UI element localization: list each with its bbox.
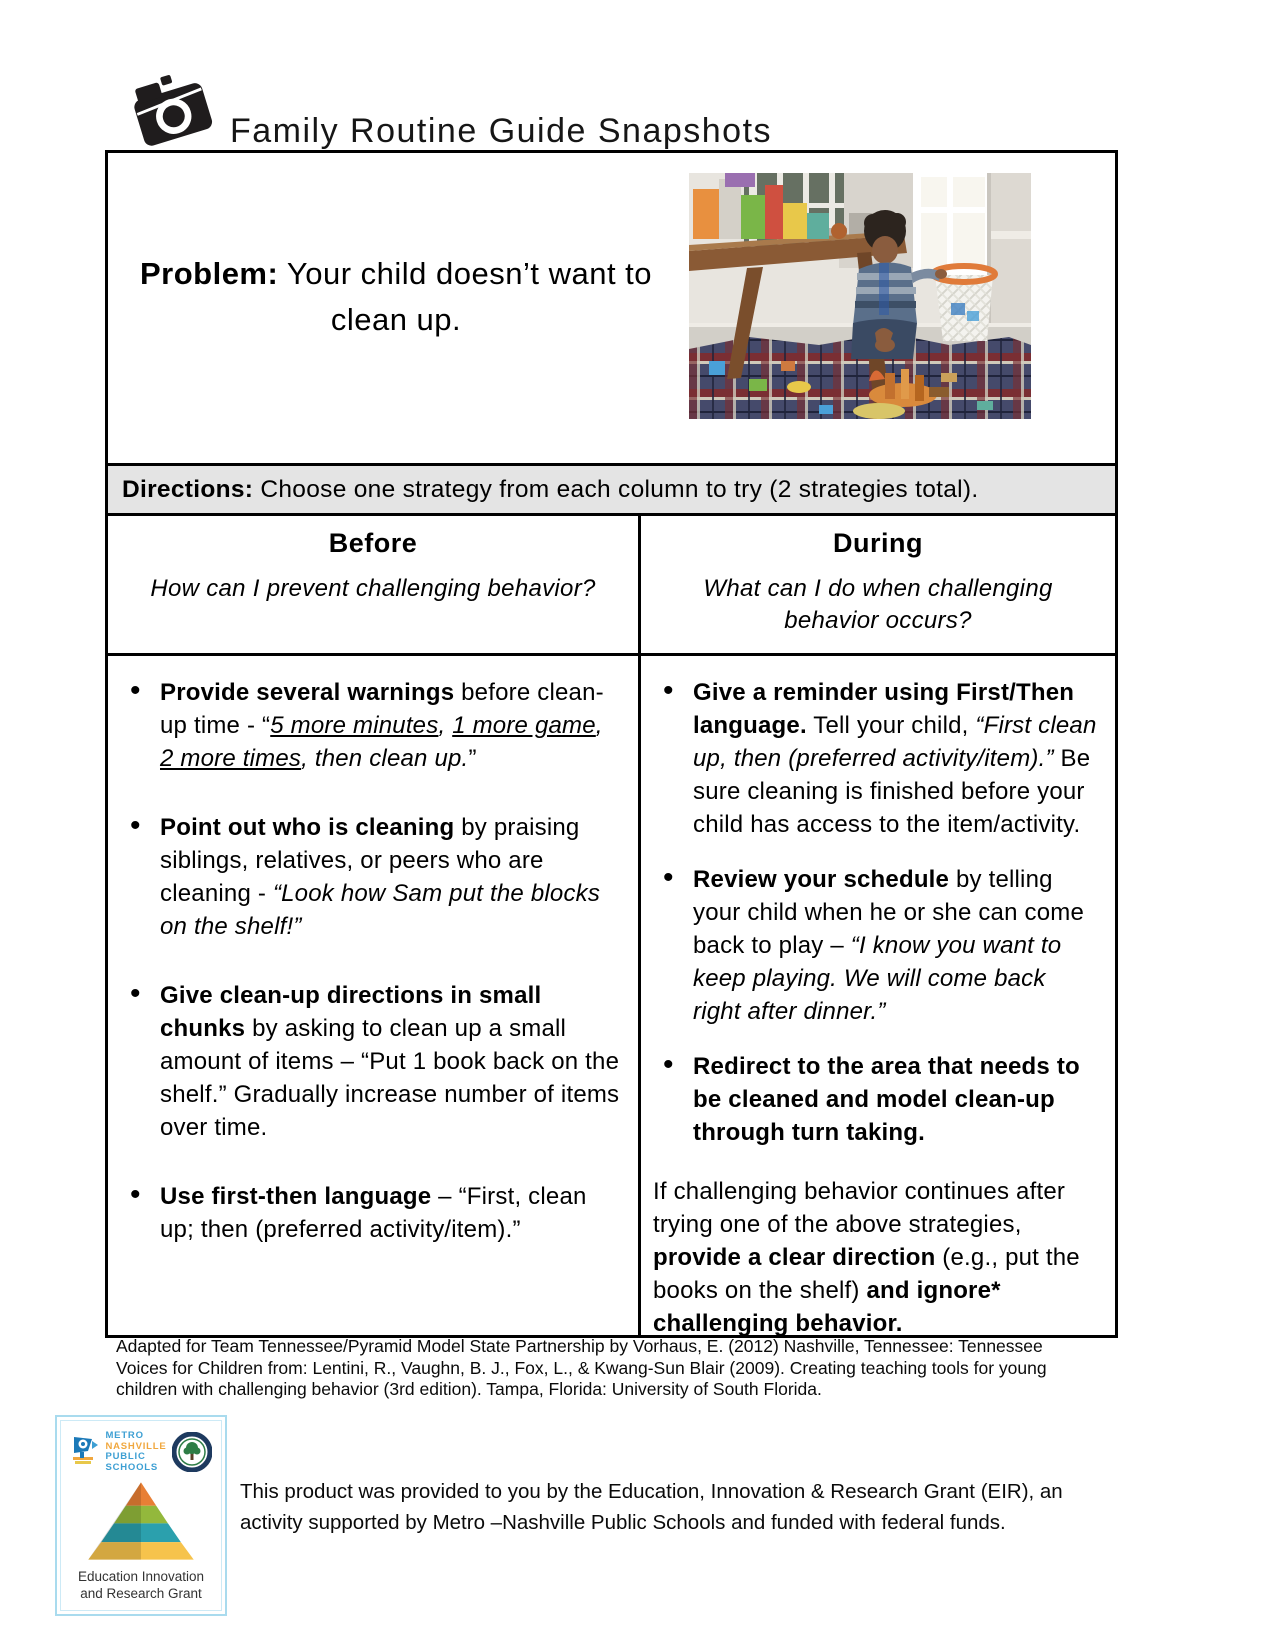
text-segment: Give a reminder using First/Then language.	[693, 679, 1075, 739]
strategy-bullet	[651, 863, 1099, 1028]
text-segment: by praising siblings, relatives, or peers who are cleaning -	[160, 814, 580, 907]
text-segment: Give clean-up directions in small chunks	[160, 982, 542, 1042]
text-segment: ,	[438, 712, 453, 739]
eir-logo-box	[55, 1415, 227, 1616]
photo-child-cleaning-up	[689, 173, 1031, 419]
snapshot-table	[105, 150, 1118, 1338]
column-headers-row	[108, 513, 1115, 653]
citation-text: Adapted for Team Tennessee/Pyramid Model State Partnership by Vorhaus, E. (2012) Nashville, Tennessee: Tennessee Voices for Children from: Lentini, R., Vaughn, B. J., Fox, L., & Kwang-Sun Blair (2009). Creating teaching tools for young children with challenging behavior (3rd edition). Tampa, Florida: University of South Florida.	[116, 1336, 1047, 1399]
text-segment: and ignore* challenging behavior.	[653, 1277, 1001, 1335]
text-segment: Choose one strategy from each column to try (2 strategies total).	[253, 475, 979, 503]
during-strategies-cell	[638, 656, 1115, 1335]
mnps-line-metro: METRO	[105, 1430, 144, 1441]
during-bullet-list	[651, 676, 1099, 1149]
camera-icon	[128, 68, 216, 152]
mnps-line-schools: SCHOOLS	[105, 1461, 159, 1473]
district-logos	[70, 1431, 211, 1473]
text-segment: provide a clear direction	[653, 1244, 936, 1271]
text-segment: before clean-up time - “	[160, 679, 604, 739]
mnps-line-nashville: NASHVILLE	[105, 1440, 167, 1452]
during-title: During	[833, 528, 923, 558]
during-subtitle: What can I do when challenging behavior occurs?	[703, 575, 1053, 634]
page-header	[128, 58, 772, 152]
eir-caption	[78, 1568, 204, 1602]
eir-logo-inner	[60, 1420, 222, 1611]
funding-statement: This product was provided to you by the Education, Innovation & Research Grant (EIR), an activity supported by Metro –Nashville Public Schools and funded with federal funds.	[240, 1480, 1063, 1534]
text-segment: “I know you want to keep playing. We will come back right after dinner.”	[693, 932, 1062, 1025]
strategy-bullet	[651, 1050, 1099, 1149]
strategy-bullet	[118, 811, 622, 943]
strategies-row	[108, 653, 1115, 1335]
text-segment: Be sure cleaning is finished before your child has access to the item/activity.	[693, 745, 1091, 838]
text-segment: “First clean up, then (preferred activity/item).”	[693, 712, 1097, 772]
before-strategies-cell	[108, 656, 638, 1335]
text-segment: 1 more game	[452, 712, 596, 739]
text-segment: , then clean up.	[301, 745, 469, 772]
pyramid-logo	[82, 1480, 200, 1562]
page-title: Family Routine Guide Snapshots	[230, 112, 773, 150]
problem-row	[108, 153, 1115, 463]
text-segment: ”	[468, 745, 477, 772]
text-segment: Your child doesn’t want to clean up.	[278, 256, 653, 337]
before-column-header	[108, 516, 638, 653]
text-segment: ,	[595, 712, 603, 739]
text-segment: 5 more minutes	[270, 712, 439, 739]
before-subtitle: How can I prevent challenging behavior?	[150, 575, 596, 602]
mnps-logo-text	[105, 1431, 166, 1473]
problem-statement	[136, 251, 656, 343]
text-segment: Point out who is cleaning	[160, 814, 455, 841]
text-segment: If challenging behavior continues after trying one of the above strategies,	[653, 1178, 1066, 1238]
text-segment: – “First, clean up; then (preferred activity/item).”	[160, 1183, 587, 1243]
text-segment: Tell your child,	[806, 712, 976, 739]
text-segment: Review your schedule	[693, 866, 950, 893]
text-segment: Problem:	[139, 256, 279, 291]
directions-bar	[108, 463, 1115, 513]
text-segment: Use first-then language	[160, 1183, 432, 1210]
photo-illustration	[689, 173, 1031, 419]
during-note	[653, 1175, 1099, 1335]
text-segment: Provide several warnings	[160, 679, 455, 706]
text-segment: “Look how Sam put the blocks on the shelf!”	[160, 880, 601, 940]
eir-caption-line2: and Research Grant	[80, 1586, 202, 1601]
note-paragraph	[653, 1175, 1099, 1335]
text-segment: by telling your child when he or she can come back to play –	[693, 866, 1085, 959]
directions-text	[122, 476, 978, 504]
strategy-bullet	[118, 979, 622, 1144]
eir-caption-line1: Education Innovation	[77, 1569, 205, 1584]
text-segment: Redirect to the area that needs to be cleaned and model clean-up through turn taking.	[693, 1053, 1080, 1146]
mnps-logo-icon	[70, 1435, 100, 1469]
during-column-header	[638, 516, 1115, 653]
strategy-bullet	[651, 676, 1099, 841]
before-title: Before	[328, 528, 418, 558]
mnps-line-public: PUBLIC	[105, 1451, 146, 1462]
before-bullet-list	[118, 676, 622, 1246]
text-segment: 2 more times	[160, 745, 302, 772]
text-segment: Directions:	[122, 475, 254, 503]
strategy-bullet	[118, 1180, 622, 1246]
text-segment: by asking to clean up a small amount of items – “Put 1 book back on the shelf.” Gradually increase number of items over time.	[160, 1015, 620, 1141]
county-seal-icon	[172, 1432, 212, 1472]
text-segment: (e.g., put the books on the shelf)	[653, 1244, 1080, 1304]
strategy-bullet	[118, 676, 622, 775]
